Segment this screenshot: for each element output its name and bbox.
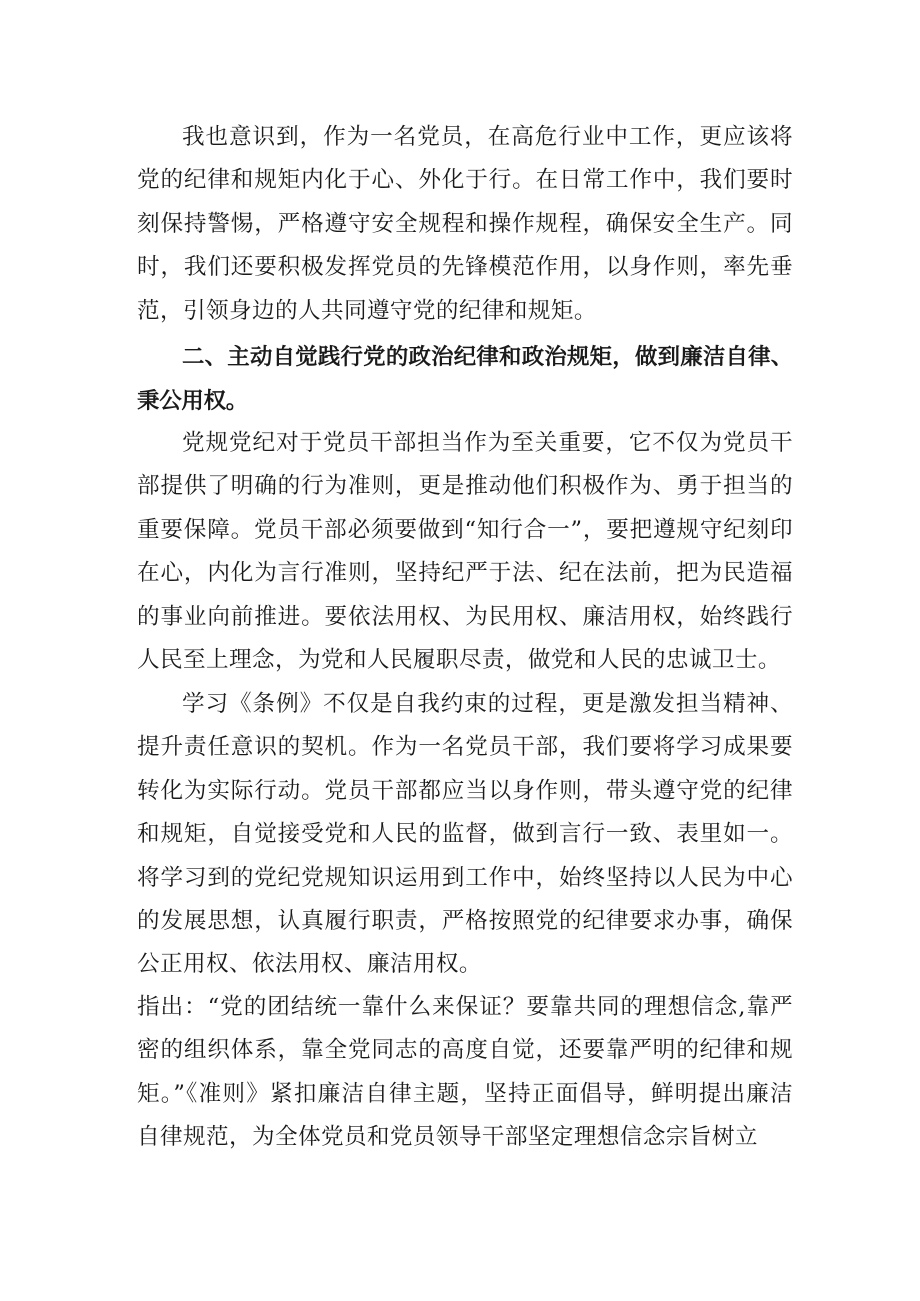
paragraph-quote-unity: 指出：“党的团结统一靠什么来保证？要靠共同的理想信念,靠严密的组织体系，靠全党同志的高度自觉，还要靠严明的纪律和规矩。”《准则》紧扣廉洁自律主题，坚持正面倡导，鲜明提出廉洁自律规范，为全体党员和党员领导干部坚定理想信念宗旨树立 [137, 994, 793, 1151]
paragraph-study-regulations: 学习《条例》不仅是自我约束的过程，更是激发担当精神、提升责任意识的契机。作为一名党员干部，我们要将学习成果要转化为实际行动。党员干部都应当以身作则，带头遵守党的纪律和规矩，自觉接受党和人民的监督，做到言行一致、表里如一。将学习到的党纪党规知识运用到工作中，始终坚持以人民为中心的发展思想，认真履行职责，严格按照党的纪律要求办事，确保公正用权、依法用权、廉洁用权。 [137, 691, 793, 978]
section-heading-2: 二、主动自觉践行党的政治纪律和政治规矩，做到廉洁自律、秉公用权。 [137, 344, 793, 414]
paragraph-discipline-awareness: 我也意识到，作为一名党员，在高危行业中工作，更应该将党的纪律和规矩内化于心、外化于行。在日常工作中，我们要时刻保持警惕，严格遵守安全规程和操作规程，确保安全生产。同时，我们还要积极发挥党员的先锋模范作用，以身作则，率先垂范，引领身边的人共同遵守党的纪律和规矩。 [137, 124, 793, 324]
paragraph-party-rules: 党规党纪对于党员干部担当作为至关重要，它不仅为党员干部提供了明确的行为准则，更是推动他们积极作为、勇于担当的重要保障。党员干部必须要做到“知行合一”，要把遵规守纪刻印在心，内化为言行准则，坚持纪严于法、纪在法前，把为民造福的事业向前推进。要依法用权、为民用权、廉洁用权，始终践行人民至上理念，为党和人民履职尽责，做党和人民的忠诚卫士。 [137, 430, 793, 674]
